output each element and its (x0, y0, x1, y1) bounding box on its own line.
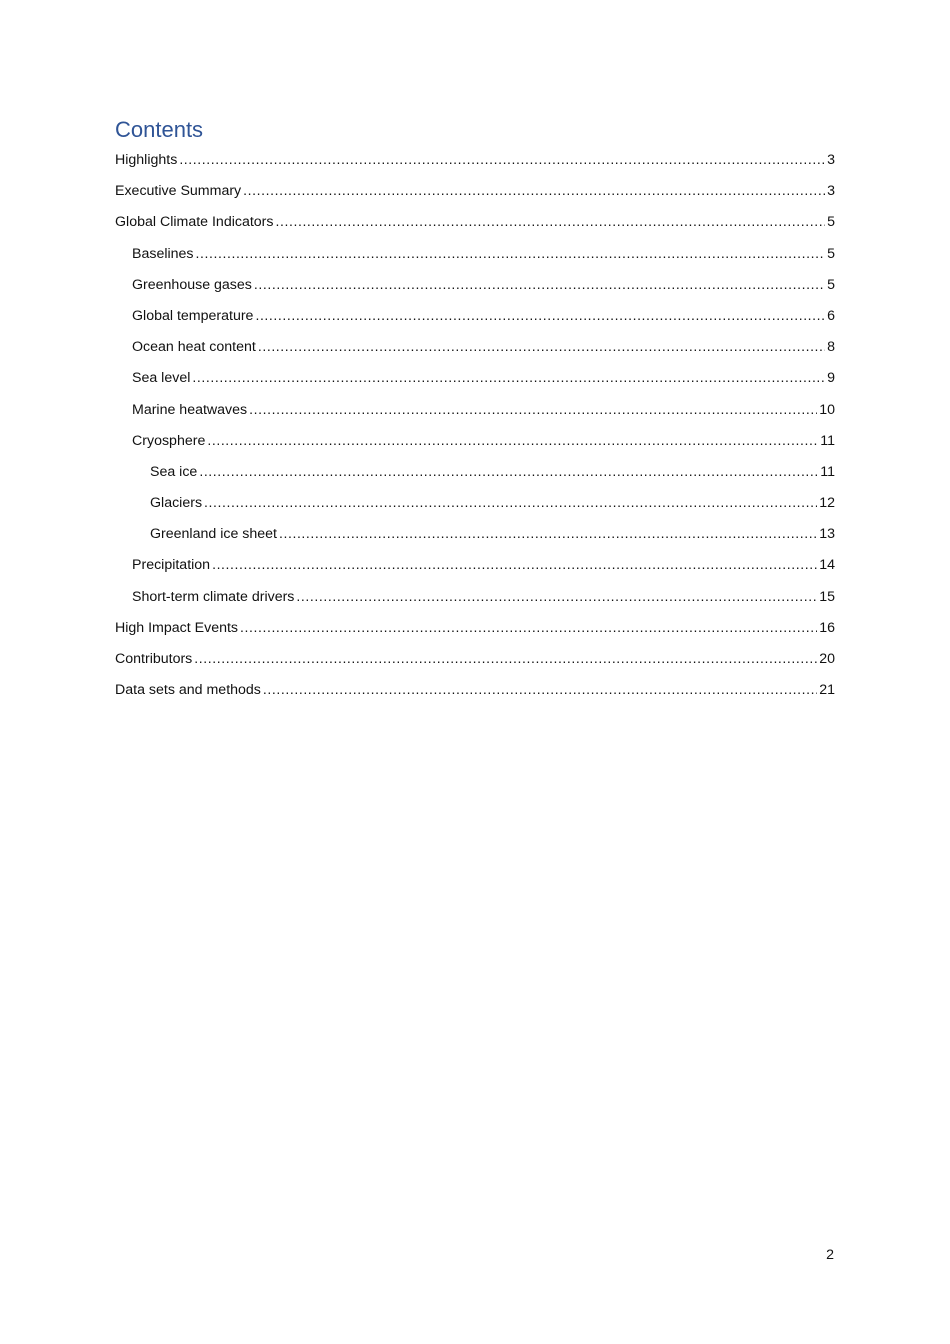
toc-entry-page: 21 (819, 682, 835, 699)
dot-leader (263, 677, 817, 701)
dot-leader (249, 397, 817, 421)
dot-leader (196, 241, 826, 265)
dot-leader (179, 147, 825, 171)
toc-entry-contributors[interactable] (115, 646, 835, 677)
toc-entry-page: 6 (827, 307, 835, 324)
toc-entry-page: 10 (819, 401, 835, 418)
toc-entry-greenhouse-gases[interactable] (115, 272, 835, 303)
toc-entry-glaciers[interactable] (115, 490, 835, 521)
dot-leader (204, 490, 817, 514)
dot-leader (296, 584, 817, 608)
toc-entry-page: 5 (827, 276, 835, 293)
dot-leader (207, 428, 818, 452)
toc-entry-page: 13 (819, 526, 835, 543)
toc-entry-title: Precipitation (132, 557, 211, 574)
toc-entry-title: Sea ice (150, 463, 198, 480)
dot-leader (199, 459, 818, 483)
toc-entry-title: Greenland ice sheet (150, 526, 277, 543)
toc-entry-sea-ice[interactable] (115, 459, 835, 490)
toc-entry-title: Glaciers (150, 495, 203, 512)
toc-entry-data-sets-and-methods[interactable] (115, 677, 835, 708)
toc-entry-title: Baselines (132, 245, 194, 262)
toc-entry-page: 16 (819, 619, 835, 636)
toc-entry-title: Short-term climate drivers (132, 588, 295, 605)
toc-entry-baselines[interactable] (115, 241, 835, 272)
toc-entry-title: Greenhouse gases (132, 276, 252, 293)
toc-entry-high-impact-events[interactable] (115, 615, 835, 646)
toc-entry-global-temperature[interactable] (115, 303, 835, 334)
contents-heading: Contents (115, 117, 204, 142)
toc-entry-page: 5 (827, 245, 835, 262)
toc-entry-title: High Impact Events (115, 619, 239, 636)
toc-entry-page: 15 (819, 588, 835, 605)
dot-leader (258, 334, 825, 358)
toc-entry-title: Highlights (115, 152, 178, 168)
toc-entry-page: 3 (827, 152, 835, 168)
dot-leader (240, 615, 817, 639)
toc-entry-title: Data sets and methods (115, 682, 261, 699)
toc-entry-highlights[interactable] (115, 147, 835, 178)
dot-leader (192, 365, 825, 389)
toc-entry-title: Contributors (115, 651, 193, 667)
dot-leader (194, 646, 817, 670)
toc-entry-page: 5 (827, 214, 835, 231)
dot-leader (254, 272, 825, 296)
dot-leader (243, 178, 825, 202)
toc-entry-page: 9 (827, 370, 835, 387)
toc-entry-marine-heatwaves[interactable] (115, 397, 835, 428)
page-number: 2 (826, 1247, 834, 1263)
toc-entry-page: 14 (819, 557, 835, 574)
toc-entry-precipitation[interactable] (115, 552, 835, 583)
toc-entry-title: Executive Summary (115, 183, 242, 200)
toc-entry-sea-level[interactable] (115, 365, 835, 396)
table-of-contents (115, 147, 835, 708)
toc-entry-page: 12 (819, 495, 835, 512)
toc-entry-short-term-climate-drivers[interactable] (115, 584, 835, 615)
toc-entry-cryosphere[interactable] (115, 428, 835, 459)
toc-entry-title: Marine heatwaves (132, 401, 248, 418)
dot-leader (279, 521, 817, 545)
toc-entry-title: Sea level (132, 370, 191, 387)
toc-entry-page: 20 (819, 651, 835, 667)
toc-entry-global-climate-indicators[interactable] (115, 209, 835, 240)
toc-entry-page: 3 (827, 183, 835, 200)
dot-leader (255, 303, 825, 327)
toc-entry-page: 11 (820, 463, 835, 480)
toc-entry-title: Ocean heat content (132, 339, 256, 356)
toc-entry-ocean-heat-content[interactable] (115, 334, 835, 365)
toc-entry-page: 8 (827, 339, 835, 356)
toc-entry-title: Global temperature (132, 307, 254, 324)
toc-entry-greenland-ice-sheet[interactable] (115, 521, 835, 552)
dot-leader (276, 209, 826, 233)
toc-entry-page: 11 (820, 432, 835, 449)
toc-entry-executive-summary[interactable] (115, 178, 835, 209)
toc-entry-title: Global Climate Indicators (115, 214, 274, 231)
toc-entry-title: Cryosphere (132, 432, 206, 449)
dot-leader (212, 552, 817, 576)
